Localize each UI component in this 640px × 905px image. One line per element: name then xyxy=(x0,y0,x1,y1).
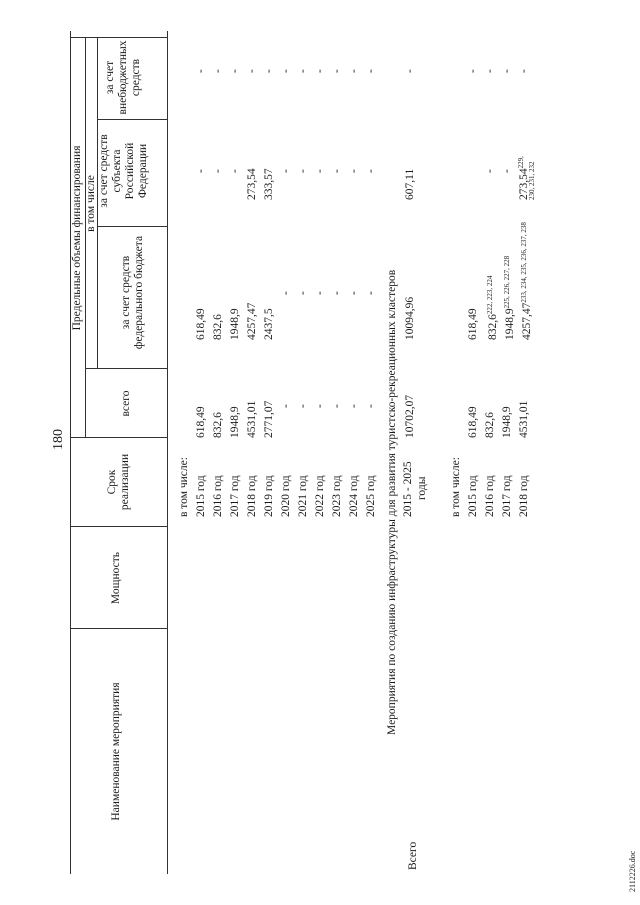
block1-subject: - xyxy=(331,169,343,173)
total-sum: 10702,07 xyxy=(404,394,416,438)
block1-subject: - xyxy=(297,169,309,173)
footnote-refs-continued: 230, 231, 232 xyxy=(528,161,536,200)
footnote-refs: 225, 226, 227, 228 xyxy=(503,255,511,309)
block1-total: - xyxy=(297,404,309,408)
col-divider-federal xyxy=(98,226,167,227)
table-header-bottom-rule xyxy=(167,31,168,874)
block1-federal: - xyxy=(348,291,360,295)
header-name: Наименование мероприятия xyxy=(110,682,122,821)
block1-year: 2020 год xyxy=(280,475,292,517)
block2-year: 2015 год xyxy=(467,475,479,517)
block2-total: 832,6 xyxy=(484,412,496,438)
block1-year: 2018 год xyxy=(246,475,258,517)
block1-year: 2015 год xyxy=(195,475,207,517)
header-including: в том числе xyxy=(85,175,97,232)
section-title: Мероприятия по созданию инфраструктуры для развития туристско-рекреационных кластеров xyxy=(386,269,398,735)
block2-total: 618,49 xyxy=(467,406,479,438)
block1-extra: - xyxy=(314,69,326,73)
total-term-unit: годы xyxy=(416,476,428,500)
block2-federal xyxy=(501,256,517,340)
block1-extra: - xyxy=(195,69,207,73)
block1-subject: - xyxy=(212,169,224,173)
block1-subject: - xyxy=(195,169,207,173)
block2-label: в том числе: xyxy=(450,457,462,517)
block2-year: 2017 год xyxy=(501,475,513,517)
block1-label: в том числе: xyxy=(178,457,190,517)
block1-subject: - xyxy=(229,169,241,173)
block2-extra: - xyxy=(484,69,496,73)
block2-extra: - xyxy=(518,69,530,73)
block1-total: 618,49 xyxy=(195,406,207,438)
block1-extra: - xyxy=(246,69,258,73)
header-term: Срок реализации xyxy=(106,453,131,511)
block2-federal-value: 832,6 xyxy=(487,314,499,340)
block1-year: 2022 год xyxy=(314,475,326,517)
block1-year: 2021 год xyxy=(297,475,309,517)
block1-total: 1948,9 xyxy=(229,406,241,438)
block1-extra: - xyxy=(331,69,343,73)
block1-total: 2771,07 xyxy=(263,400,275,438)
block1-subject: 333,57 xyxy=(263,168,275,200)
header-federal: за счет средств федерального бюджета xyxy=(120,235,145,350)
block1-extra: - xyxy=(229,69,241,73)
block2-year: 2018 год xyxy=(518,475,530,517)
block1-year: 2024 год xyxy=(348,475,360,517)
block2-federal: 618,49 xyxy=(467,308,479,340)
block1-total: - xyxy=(348,404,360,408)
block1-total: - xyxy=(331,404,343,408)
block1-total: - xyxy=(365,404,377,408)
block2-total: 1948,9 xyxy=(501,406,513,438)
header-total: всего xyxy=(120,390,132,417)
block1-year: 2017 год xyxy=(229,475,241,517)
block2-federal xyxy=(484,276,500,340)
block2-subject-value: 273,54 xyxy=(518,168,530,200)
block1-total: - xyxy=(280,404,292,408)
total-federal: 10094,96 xyxy=(404,296,416,340)
block1-extra: - xyxy=(365,69,377,73)
block1-federal: 832,6 xyxy=(212,314,224,340)
block1-federal: - xyxy=(365,291,377,295)
block1-extra: - xyxy=(212,69,224,73)
block1-year: 2016 год xyxy=(212,475,224,517)
block1-total: 832,6 xyxy=(212,412,224,438)
total-term: 2015 - 2025 xyxy=(402,461,414,517)
block2-extra: - xyxy=(467,69,479,73)
header-capacity: Мощность xyxy=(110,551,122,605)
page-number: 180 xyxy=(51,429,66,450)
col-divider-subject xyxy=(98,119,167,120)
block2-federal-value: 4257,47 xyxy=(521,302,533,340)
block1-federal: 1948,9 xyxy=(229,308,241,340)
block2-subject: - xyxy=(501,169,513,173)
total-label: Всего xyxy=(407,841,419,870)
block1-year: 2023 год xyxy=(331,475,343,517)
block2-year: 2016 год xyxy=(484,475,496,517)
footnote-refs: 222, 223, 224 xyxy=(486,275,494,315)
total-extra: - xyxy=(404,69,416,73)
block1-extra: - xyxy=(297,69,309,73)
block1-federal: 4257,47 xyxy=(246,302,258,340)
header-extra: за счет внебюджетных средств xyxy=(104,40,142,115)
block1-federal: - xyxy=(331,291,343,295)
block1-federal: - xyxy=(297,291,309,295)
block1-federal: - xyxy=(314,291,326,295)
rotated-page xyxy=(2,0,640,895)
block1-year: 2025 год xyxy=(365,475,377,517)
block1-subject: - xyxy=(314,169,326,173)
block2-total: 4531,01 xyxy=(518,400,530,438)
block1-subject: - xyxy=(348,169,360,173)
file-reference: 2112226.doc xyxy=(628,850,637,892)
block2-federal-value: 1948,9 xyxy=(504,308,516,340)
block1-extra: - xyxy=(263,69,275,73)
header-subject: за счет средств субъекта Российской Федерации xyxy=(98,134,149,208)
block1-extra: - xyxy=(348,69,360,73)
block1-extra: - xyxy=(280,69,292,73)
footnote-refs: 229, xyxy=(517,156,525,169)
block1-federal: - xyxy=(280,291,292,295)
block1-subject: - xyxy=(280,169,292,173)
block1-federal: 2437,5 xyxy=(263,308,275,340)
block2-subject: - xyxy=(484,169,496,173)
block1-subject: - xyxy=(365,169,377,173)
block1-subject: 273,54 xyxy=(246,168,258,200)
footnote-refs: 233, 234, 235, 236, 237, 238 xyxy=(520,222,528,303)
block2-extra: - xyxy=(501,69,513,73)
total-subject: 607,11 xyxy=(404,168,416,200)
block1-federal: 618,49 xyxy=(195,308,207,340)
block2-federal xyxy=(518,222,534,340)
block1-total: 4531,01 xyxy=(246,400,258,438)
block1-year: 2019 год xyxy=(263,475,275,517)
block1-total: - xyxy=(314,404,326,408)
header-funding: Предельные объемы финансирования xyxy=(71,145,83,331)
